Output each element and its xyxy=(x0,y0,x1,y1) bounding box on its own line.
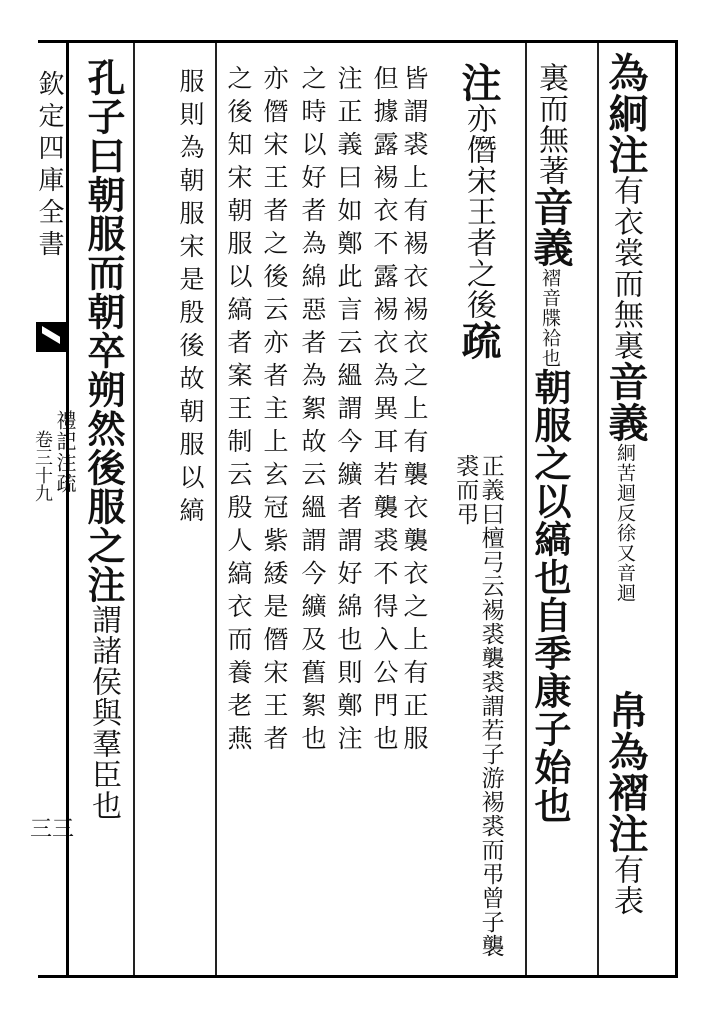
text-column-11 xyxy=(81,58,126,821)
text-column-1 xyxy=(602,52,649,603)
text-column-5 xyxy=(372,65,397,758)
commentary-text: 裏而無著 xyxy=(533,62,568,186)
main-text: 為絅注 xyxy=(602,52,649,175)
text-column-3-note xyxy=(452,454,503,964)
shu-text: 之後知宋朝服以縞者案王制云殷人縞衣而養老燕 xyxy=(224,65,253,758)
series-title: 欽定四庫全書 xyxy=(34,70,64,262)
shu-marker: 疏 xyxy=(455,320,502,361)
zhu-marker: 注 xyxy=(455,62,502,103)
shu-text: 服則為朝服宋是殷後故朝服以縞 xyxy=(176,68,205,530)
commentary-text: 有表 xyxy=(608,854,643,916)
text-column-4 xyxy=(402,65,427,758)
shu-text: 注正義曰如鄭此言云縕謂今纊者謂好綿也則鄭注 xyxy=(334,65,363,758)
main-text: 帛為褶注 xyxy=(602,690,649,854)
main-text: 朝服之以縞也自季康子始也 xyxy=(528,368,572,824)
column-divider xyxy=(215,43,217,975)
commentary-text: 謂諸侯與羣臣也 xyxy=(86,604,121,821)
yinyi-marker: 音義 xyxy=(527,186,574,268)
text-column-7 xyxy=(300,65,325,758)
text-column-1b xyxy=(602,690,649,916)
juan-number: 卷三十九 xyxy=(32,430,53,502)
text-column-8 xyxy=(262,65,287,758)
shu-text: 正義曰檀弓云裼裘襲裘謂若子游裼裘而弔曾子襲裘而弔 xyxy=(452,454,504,958)
shu-text: 亦僭宋王者之後云亦者主上玄冠紫緌是僭宋王者 xyxy=(260,65,289,758)
column-divider xyxy=(597,43,599,975)
main-text: 孔子曰朝服而朝卒朔然後服之注 xyxy=(81,58,126,604)
yinyi-note: 絅苦迴反徐又音迴 xyxy=(614,443,636,603)
yinyi-marker: 音義 xyxy=(602,361,649,443)
commentary-text: 有衣裳而無裏 xyxy=(608,175,643,361)
text-column-10 xyxy=(178,68,203,530)
text-column-3 xyxy=(455,62,502,361)
page-number: 三三 xyxy=(30,817,75,842)
yinyi-note: 褶音牒袷也 xyxy=(539,268,561,368)
text-column-9 xyxy=(226,65,251,758)
column-divider xyxy=(525,43,527,975)
shu-text: 皆謂裘上有裼衣裼衣之上有襲衣襲衣之上有正服 xyxy=(400,65,429,758)
shu-text: 但據露裼衣不露裼衣為異耳若襲裘不得入公門也 xyxy=(370,65,399,758)
text-column-2 xyxy=(527,62,574,824)
book-title: 禮記注疏 xyxy=(53,410,77,494)
page-left-edge xyxy=(0,0,20,1024)
commentary-text: 亦僭宋王者之後 xyxy=(461,103,496,320)
shu-text: 之時以好者為綿惡者為絮故云縕謂今纊及舊絮也 xyxy=(298,65,327,758)
text-column-6 xyxy=(336,65,361,758)
column-divider xyxy=(133,43,135,975)
